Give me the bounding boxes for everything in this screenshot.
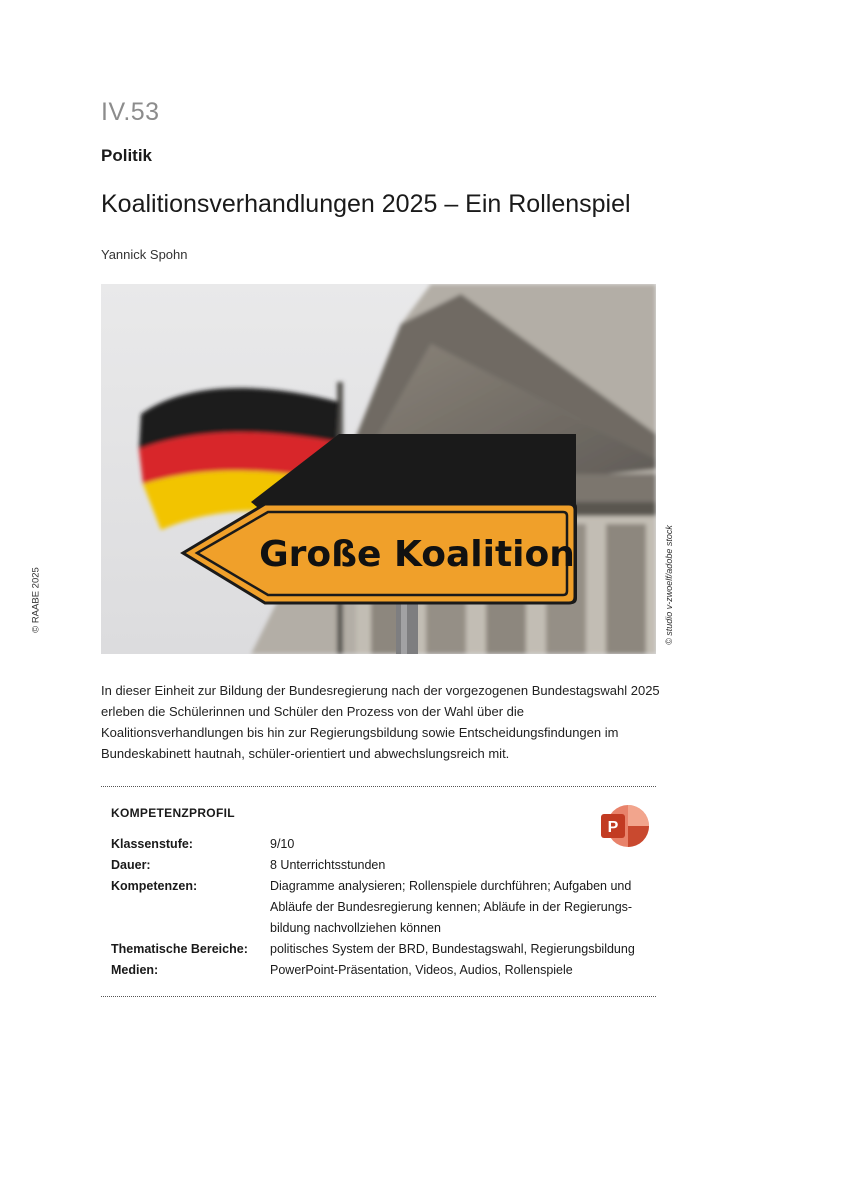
row-value: PowerPoint-Präsentation, Videos, Audios, Rollenspiele xyxy=(270,963,573,977)
kompetenzprofil-heading: KOMPETENZPROFIL xyxy=(111,806,235,820)
row-label: Klassenstufe: xyxy=(111,837,193,851)
svg-text:P: P xyxy=(607,819,619,836)
page-title: Koalitionsverhandlungen 2025 – Ein Rollenspiel xyxy=(101,190,631,218)
reichstag-flag-illustration xyxy=(101,284,656,654)
author-name: Yannick Spohn xyxy=(101,247,188,262)
row-label: Kompetenzen: xyxy=(111,879,198,893)
row-label: Medien: xyxy=(111,963,159,977)
row-value: Diagramme analysieren; Rollenspiele durchführen; Aufgaben und Abläufe der Bundesregierung kennen; Abläufe in der Regierungs-bildung nachvollziehen können xyxy=(270,879,633,935)
hero-image xyxy=(101,284,656,654)
divider-top xyxy=(101,786,656,787)
row-value: politisches System der BRD, Bundestagswahl, Regierungsbildung xyxy=(270,942,635,956)
row-label: Dauer: xyxy=(111,858,151,872)
row-label: Thematische Bereiche: xyxy=(111,942,248,956)
unit-code: IV.53 xyxy=(101,98,160,126)
divider-bottom xyxy=(101,996,656,997)
row-value: 9/10 xyxy=(270,837,295,851)
sign-text: Große Koalition xyxy=(259,534,575,575)
side-copyright: © RAABE 2025 xyxy=(30,567,42,633)
photo-credit: © studio v-zwoelf/adobe stock xyxy=(664,525,674,645)
intro-paragraph: In dieser Einheit zur Bildung der Bundesregierung nach der vorgezogenen Bundestagswahl 2025 erleben die Schülerinnen und Schüler den Prozess von der Wahl über die Koalitionsverhandlungen bis hin zur Regierungsbildung sowie Entscheidungsfindungen im Bundeskabinett hautnah, schüler-orientiert und abwechslungsreich mit. xyxy=(101,683,660,761)
row-value: 8 Unterrichtsstunden xyxy=(270,858,386,872)
subject-label: Politik xyxy=(101,146,153,165)
